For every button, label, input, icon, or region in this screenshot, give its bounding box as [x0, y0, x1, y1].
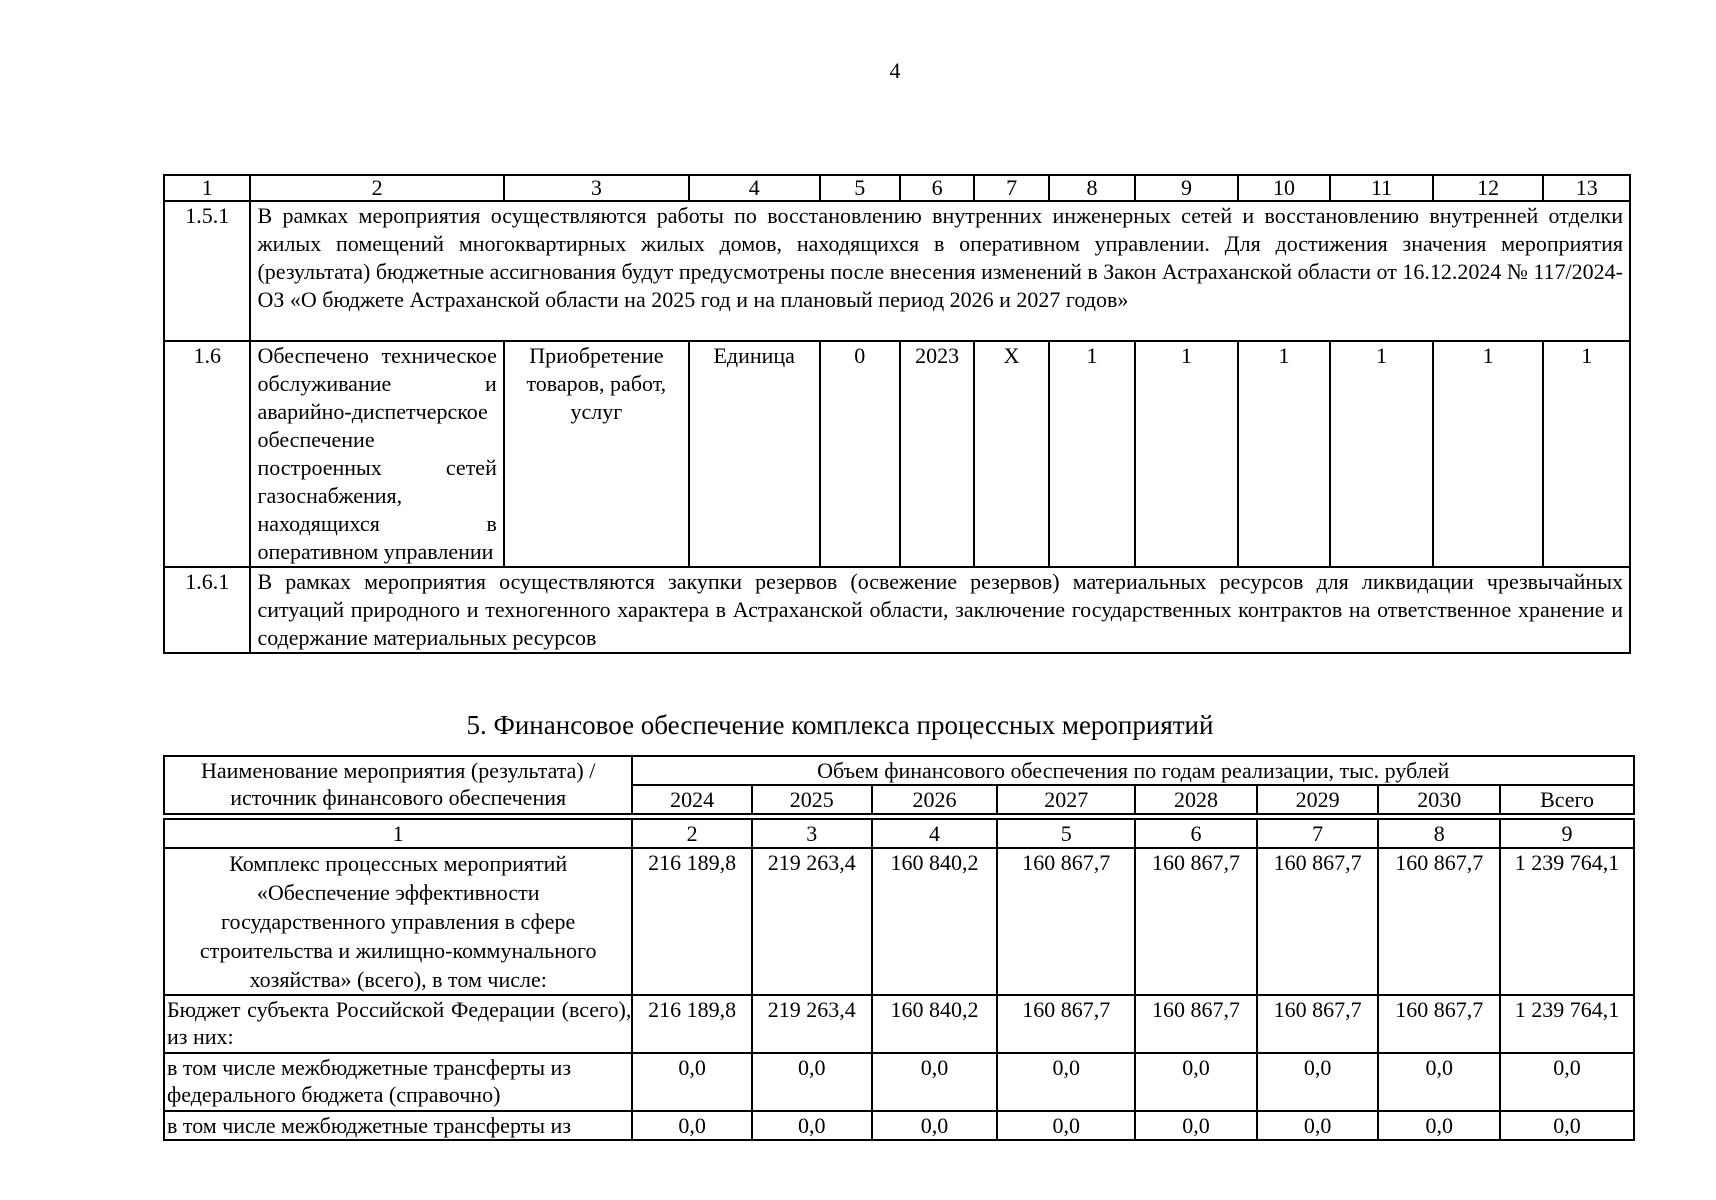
row-value: 0,0 [1500, 1053, 1634, 1111]
header-name: Наименование мероприятия (результата) / источник финансового обеспечения [164, 756, 632, 814]
col7-value: Х [974, 341, 1048, 567]
row-value: 0,0 [997, 1111, 1135, 1140]
row-value: 216 189,8 [632, 995, 752, 1053]
row-value: 160 867,7 [1378, 995, 1500, 1053]
row-value: 160 867,7 [997, 995, 1135, 1053]
financing-table [163, 755, 1635, 1141]
header-cell: 8 [1049, 175, 1135, 201]
row-value: 160 867,7 [1378, 848, 1500, 995]
year-value: 1 [1135, 341, 1238, 567]
row-value: 219 263,4 [752, 995, 872, 1053]
col-number: 7 [1257, 819, 1379, 848]
row-name: в том числе межбюджетные трансферты из федерального бюджета (справочно) [164, 1053, 632, 1111]
year-value: 1 [1238, 341, 1331, 567]
table-row [164, 1053, 1634, 1111]
row-value: 0,0 [1378, 1111, 1500, 1140]
header-cell: 6 [900, 175, 974, 201]
year-value: 1 [1543, 341, 1630, 567]
table-row [164, 341, 1630, 567]
row-number: 1.6.1 [164, 567, 250, 653]
header-cell: 3 [504, 175, 689, 201]
row-value: 0,0 [1135, 1111, 1257, 1140]
year-value: 1 [1049, 341, 1135, 567]
row-value: 0,0 [632, 1111, 752, 1140]
year-header: Всего [1500, 785, 1634, 814]
col-number: 3 [752, 819, 872, 848]
row-value: 216 189,8 [632, 848, 752, 995]
row-value: 0,0 [752, 1053, 872, 1111]
header-cell: 4 [689, 175, 820, 201]
header-cell: 12 [1433, 175, 1544, 201]
column-number-row [164, 819, 1634, 848]
row-name: Комплекс процессных мероприятий «Обеспечение эффективности государственного управления в сфере строительства и жилищно-коммунального хозяйства» (всего), в том числе: [164, 848, 632, 995]
base-value: 0 [820, 341, 900, 567]
result-type: Приобретение товаров, работ, услуг [504, 341, 689, 567]
row-value: 1 239 764,1 [1500, 848, 1634, 995]
col-number: 8 [1378, 819, 1500, 848]
year-header: 2026 [872, 785, 998, 814]
header-cell: 11 [1330, 175, 1433, 201]
col-number: 6 [1135, 819, 1257, 848]
row-value: 160 867,7 [1257, 995, 1379, 1053]
header-cell: 1 [164, 175, 250, 201]
year-value: 1 [1330, 341, 1433, 567]
col-number: 5 [997, 819, 1135, 848]
row-value: 0,0 [1378, 1053, 1500, 1111]
header-cell: 13 [1543, 175, 1630, 201]
header-cell: 2 [250, 175, 503, 201]
row-value: 0,0 [1257, 1111, 1379, 1140]
row-value: 0,0 [1500, 1111, 1634, 1140]
col-number: 9 [1500, 819, 1634, 848]
column-number-row [164, 175, 1630, 201]
year-header: 2029 [1257, 785, 1379, 814]
year-header: 2027 [997, 785, 1135, 814]
row-description: В рамках мероприятия осуществляются закупки резервов (освежение резервов) материальных ресурсов для ликвидации чрезвычайных ситуаций природного и техногенного характера в Астраханской области, заключение государственных контрактов на ответственное хранение и содержание материальных ресурсов [250, 567, 1630, 653]
row-value: 0,0 [1257, 1053, 1379, 1111]
table-row [164, 567, 1630, 653]
row-value: 160 867,7 [1135, 848, 1257, 995]
table-row [164, 995, 1634, 1053]
row-name: в том числе межбюджетные трансферты из [164, 1111, 632, 1140]
row-value: 0,0 [1135, 1053, 1257, 1111]
row-value: 1 239 764,1 [1500, 995, 1634, 1053]
section-title: 5. Финансовое обеспечение комплекса процессных мероприятий [466, 710, 1214, 740]
table-row [164, 201, 1630, 341]
year-header: 2028 [1135, 785, 1257, 814]
row-value: 160 867,7 [1135, 995, 1257, 1053]
row-value: 0,0 [752, 1111, 872, 1140]
year-header: 2024 [632, 785, 752, 814]
header-cell: 9 [1135, 175, 1238, 201]
col-number: 4 [872, 819, 998, 848]
row-number: 1.5.1 [164, 201, 250, 341]
page-number: 4 [889, 58, 901, 83]
row-value: 160 867,7 [1257, 848, 1379, 995]
row-value: 160 840,2 [872, 848, 998, 995]
row-value: 0,0 [872, 1111, 998, 1140]
col-number: 2 [632, 819, 752, 848]
result-name: Обеспечено техническое обслуживание и аварийно-диспетчерское обеспечение построенных сетей газоснабжения, находящихся в оперативном управлении [250, 341, 503, 567]
indicators-table [163, 174, 1631, 654]
row-value: 219 263,4 [752, 848, 872, 995]
header-cell: 5 [820, 175, 900, 201]
row-description: В рамках мероприятия осуществляются работы по восстановлению внутренних инженерных сетей и восстановлению внутренней отделки жилых помещений многоквартирных жилых домов, находящихся в оперативном управлении. Для достижения значения мероприятия (результата) бюджетные ассигнования будут предусмотрены после внесения изменений в Закон Астраханской области от 16.12.2024 № 117/2024-ОЗ «О бюджете Астраханской области на 2025 год и на плановый период 2026 и 2027 годов» [250, 201, 1630, 341]
year-header: 2025 [752, 785, 872, 814]
row-value: 0,0 [997, 1053, 1135, 1111]
unit: Единица [689, 341, 820, 567]
row-value: 0,0 [632, 1053, 752, 1111]
year-header: 2030 [1378, 785, 1500, 814]
base-year: 2023 [900, 341, 974, 567]
header-volume: Объем финансового обеспечения по годам реализации, тыс. рублей [632, 756, 1634, 785]
col-number: 1 [164, 819, 632, 848]
header-cell: 10 [1238, 175, 1331, 201]
header-cell: 7 [974, 175, 1048, 201]
header-row [164, 756, 1634, 785]
row-value: 160 867,7 [997, 848, 1135, 995]
row-number: 1.6 [164, 341, 250, 567]
row-name: Бюджет субъекта Российской Федерации (всего), из них: [164, 995, 632, 1053]
row-value: 0,0 [872, 1053, 998, 1111]
year-value: 1 [1433, 341, 1544, 567]
table-row [164, 1111, 1634, 1140]
row-value: 160 840,2 [872, 995, 998, 1053]
table-row [164, 848, 1634, 995]
